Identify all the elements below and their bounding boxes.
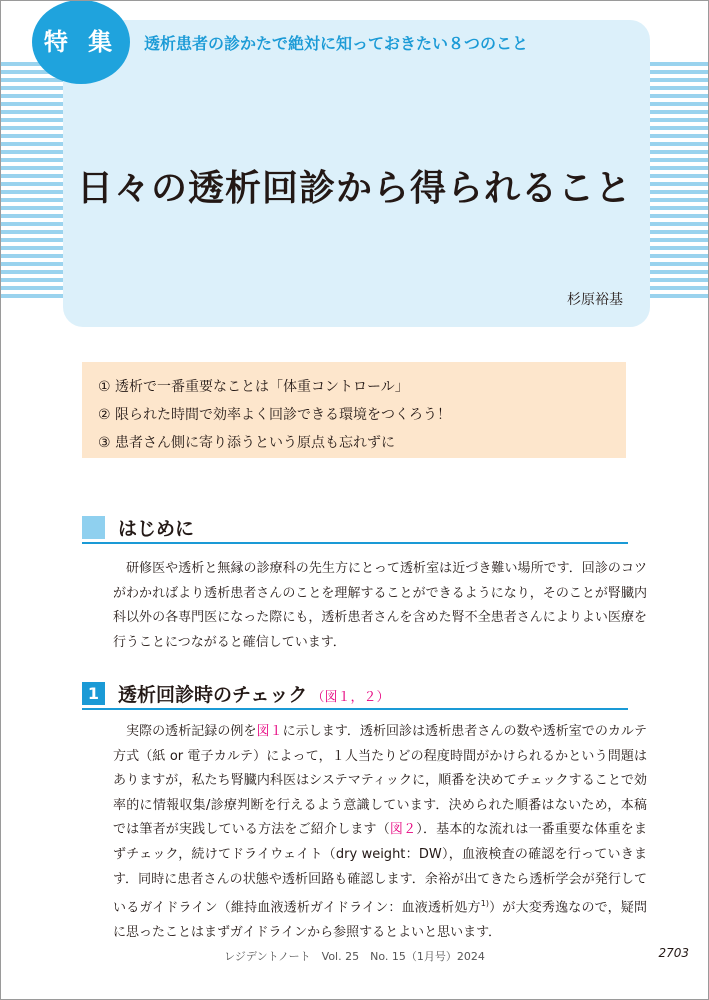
key-points-box [82, 362, 626, 458]
section-1-paragraph [113, 720, 647, 946]
section-marker [82, 516, 105, 539]
body-text-run: ）．基本的な流れは一番重要な体重をまずチェック，続けてドライウェイト（dry weight：DW），血液検査の確認を行っていきます．同時に患者さんの状態や透析回路も確認します．余裕が出てきたら透析学会が発行しているガイドライン（維持血液透析ガイドライン：血液透析処方 [113, 822, 647, 916]
intro-paragraph [113, 557, 647, 655]
key-point-item: ③ 患者さん側に寄り添うという原点も忘れずに [98, 435, 395, 451]
intro-heading [82, 516, 628, 544]
key-point-item: ② 限られた時間で効率よく回診できる環境をつくろう！ [98, 407, 451, 423]
body-text-run: ）が大変秀逸なので，疑問に思ったことはまずガイドラインから参照するとよいと思います． [113, 900, 647, 941]
intro-heading-text: はじめに [118, 518, 195, 540]
section-1-body [113, 720, 647, 946]
series-title: 透析患者の診かたで絶対に知っておきたい８つのこと [144, 34, 529, 53]
page-number: 2703 [658, 946, 689, 960]
section-1-heading [82, 682, 628, 710]
author-name: 杉原裕基 [567, 292, 623, 308]
section-number: 1 [82, 682, 105, 705]
intro-body: 研修医や透析と無縁の診療科の先生方にとって透析室は近づき難い場所です．回診のコツがわかればより透析患者さんのことを理解することができるようになり，そのことが腎臓内科以外の各専門医になった際にも，透析患者さんを含めた腎不全患者さんによりよい医療を行うことにつながると確信しています． [113, 561, 647, 650]
article-title: 日々の透析回診から得られること [76, 168, 632, 209]
section-1-title: 透析回診時のチェック [118, 684, 308, 706]
reference-superscript: 1) [480, 899, 489, 909]
figure-1-link[interactable]: 図１ [256, 724, 283, 739]
feature-badge [32, 0, 130, 84]
figure-2-link[interactable]: 図２ [389, 822, 417, 838]
body-text-run: に示します．透析回診は透析患者さんの数や透析室でのカルテ方式（紙 or 電子カルテ）によって，１人当たりどの程度時間がかけられるかという問題はありますが，私たち腎臓内科医はシステマティックに，順番を決めてチェックすることで効率的に情報収集/診療判断を行えるよう意識しています．決められた順番はないため，本稿では筆者が実践している方法をご紹介します（ [113, 724, 647, 838]
feature-badge-label: 特 集 [43, 27, 119, 56]
section-1-heading-text [118, 680, 389, 707]
section-1-figure-ref: （図１，２） [311, 690, 390, 705]
key-point-item: ① 透析で一番重要なことは「体重コントロール」 [98, 379, 409, 395]
journal-footer: レジデントノート Vol. 25 No. 15（1月号）2024 [224, 950, 485, 963]
body-text-run: 実際の透析記録の例を [126, 724, 257, 739]
